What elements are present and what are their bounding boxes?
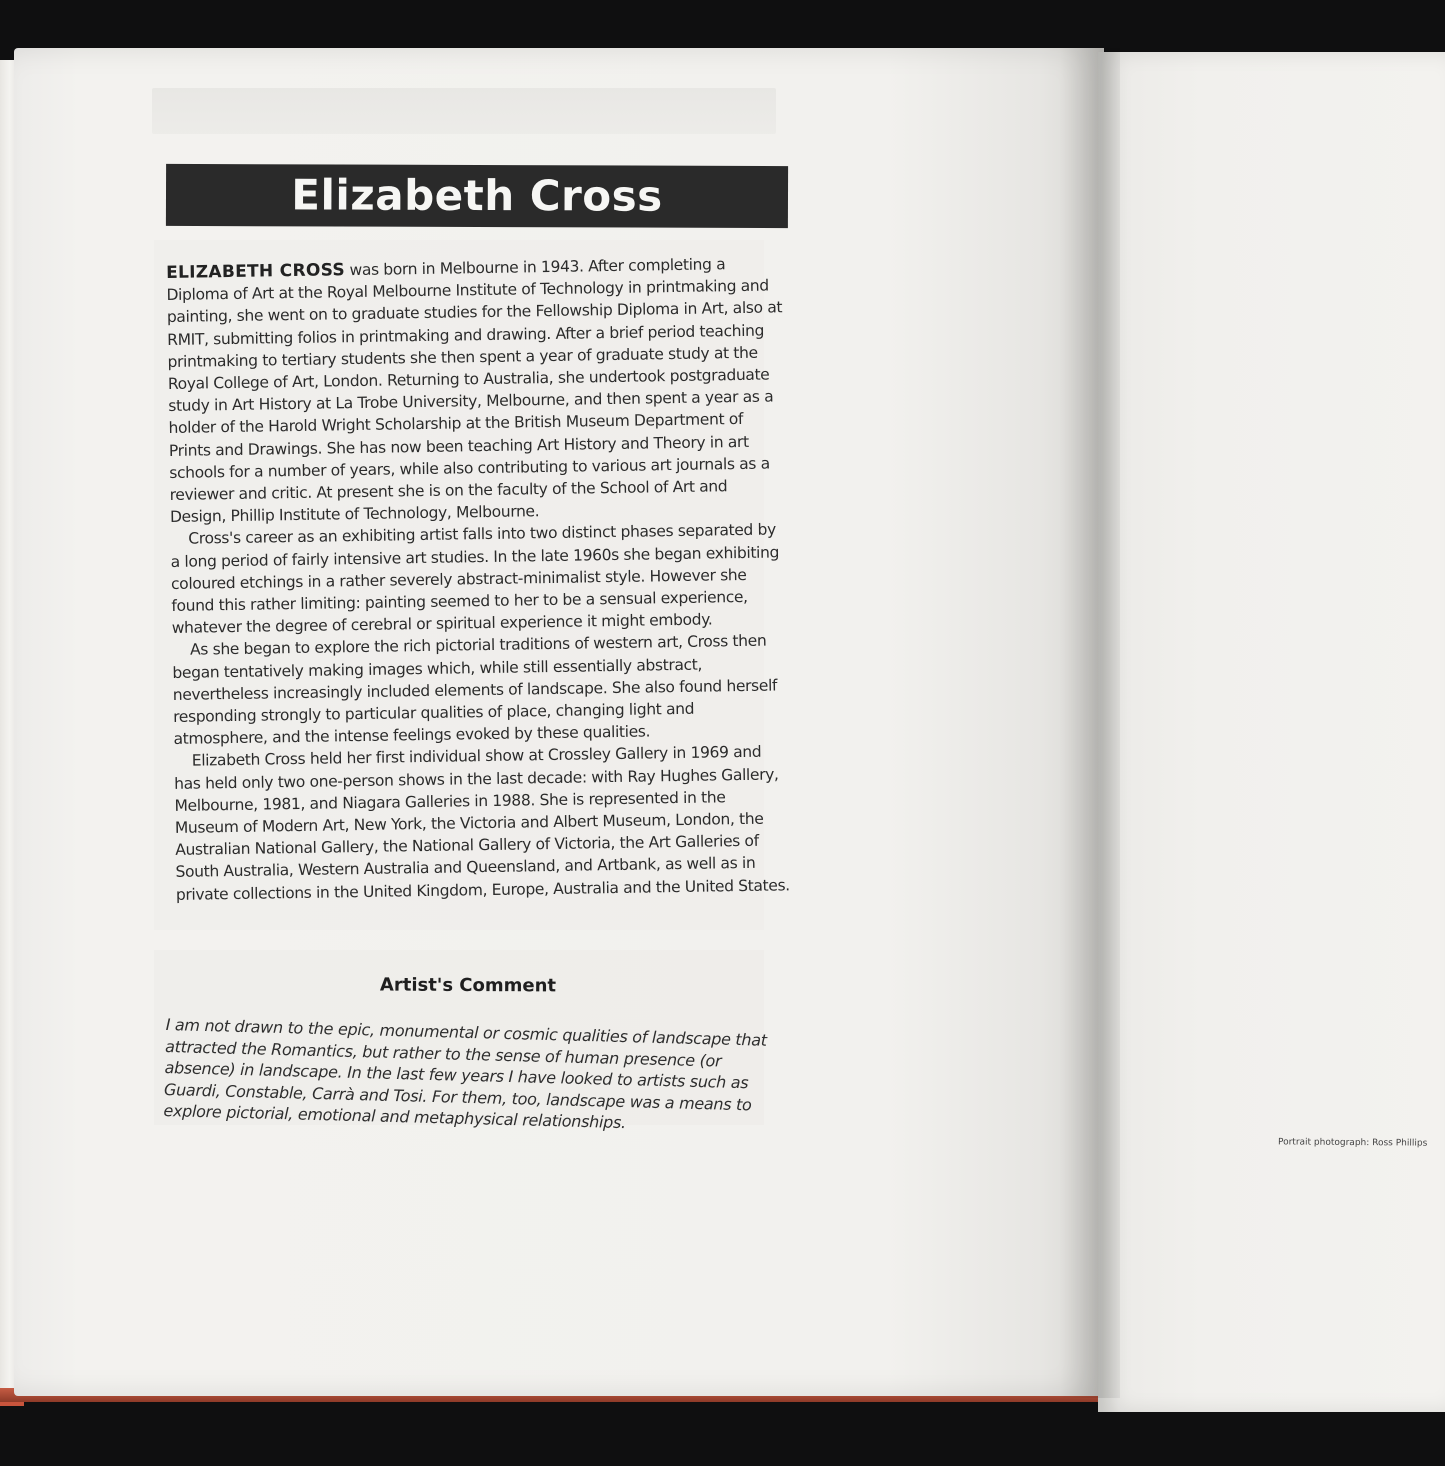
photo-credit: Portrait photograph: Ross Phillips	[1277, 1137, 1428, 1149]
bio-lead-name: ELIZABETH CROSS	[166, 260, 346, 283]
artist-comment-heading: Artist's Comment	[379, 974, 557, 997]
artist-comment-text: I am not drawn to the epic, monumental or cosmic qualities of landscape that attracted the Romantics, but rather to the sense of human presence (or absence) in landscape. In the last few years I have looked to artists such as Guardi, Constable, Carrà and Tosi. For them, too, landscape was a means to explore pictorial, emotional and metaphysical relationships.	[163, 1014, 767, 1133]
bio-paragraph-1-text: was born in Melbourne in 1943. After completing a Diploma of Art at the Royal Melbourne Institute of Technology in printmaking and painting, she went on to graduate studies for the Fellowship Diploma in Art, also at RMIT, submitting folios in printmaking and drawing. After a brief period teaching printmaking to tertiary students she then spent a year of graduate study at the Royal College of Art, London. Returning to Australia, she undertook postgraduate study in Art History at La Trobe University, Melbourne, and then spent a year as a holder of the Harold Wright Scholarship at the British Museum Department of Prints and Drawings. She has now been teaching Art History and Theory in art schools for a number of years, while also contributing to various art journals as a reviewer and critic. At present she is on the faculty of the School of Art and Design, Phillip Institute of Technology, Melbourne.	[166, 255, 783, 527]
biography	[166, 252, 792, 905]
bio-paragraph-4: Elizabeth Cross held her first individual show at Crossley Gallery in 1969 and has held only two one-person shows in the last decade: with Ray Hughes Gallery, Melbourne, 1981, and Niagara Galleries in 1988. She is represented in the Museum of Modern Art, New York, the Victoria and Albert Museum, London, the Australian National Gallery, the National Gallery of Victoria, the Art Galleries of South Australia, Western Australia and Queensland, and Artbank, as well as in private collections in the United Kingdom, Europe, Australia and the United States.	[174, 743, 790, 904]
show-through-bar	[152, 88, 776, 134]
bio-paragraph-1	[166, 252, 786, 528]
title-banner	[166, 164, 788, 228]
bio-paragraph-3: As she began to explore the rich pictorial traditions of western art, Cross then began tentatively making images which, while still essentially abstract, nevertheless increasingly included elements of landscape. She also found herself responding strongly to particular qualities of place, changing light and atmosphere, and the intense feelings evoked by these qualities.	[172, 632, 778, 749]
page-title: Elizabeth Cross	[291, 170, 663, 221]
right-page	[1098, 52, 1445, 1412]
bio-paragraph-2: Cross's career as an exhibiting artist falls into two distinct phases separated by a long period of fairly intensive art studies. In the late 1960s she began exhibiting coloured etchings in a rather severely abstract-minimalist style. However she found this rather limiting: painting seemed to her to be a sensual experience, whatever the degree of cerebral or spiritual experience it might embody.	[170, 520, 780, 638]
